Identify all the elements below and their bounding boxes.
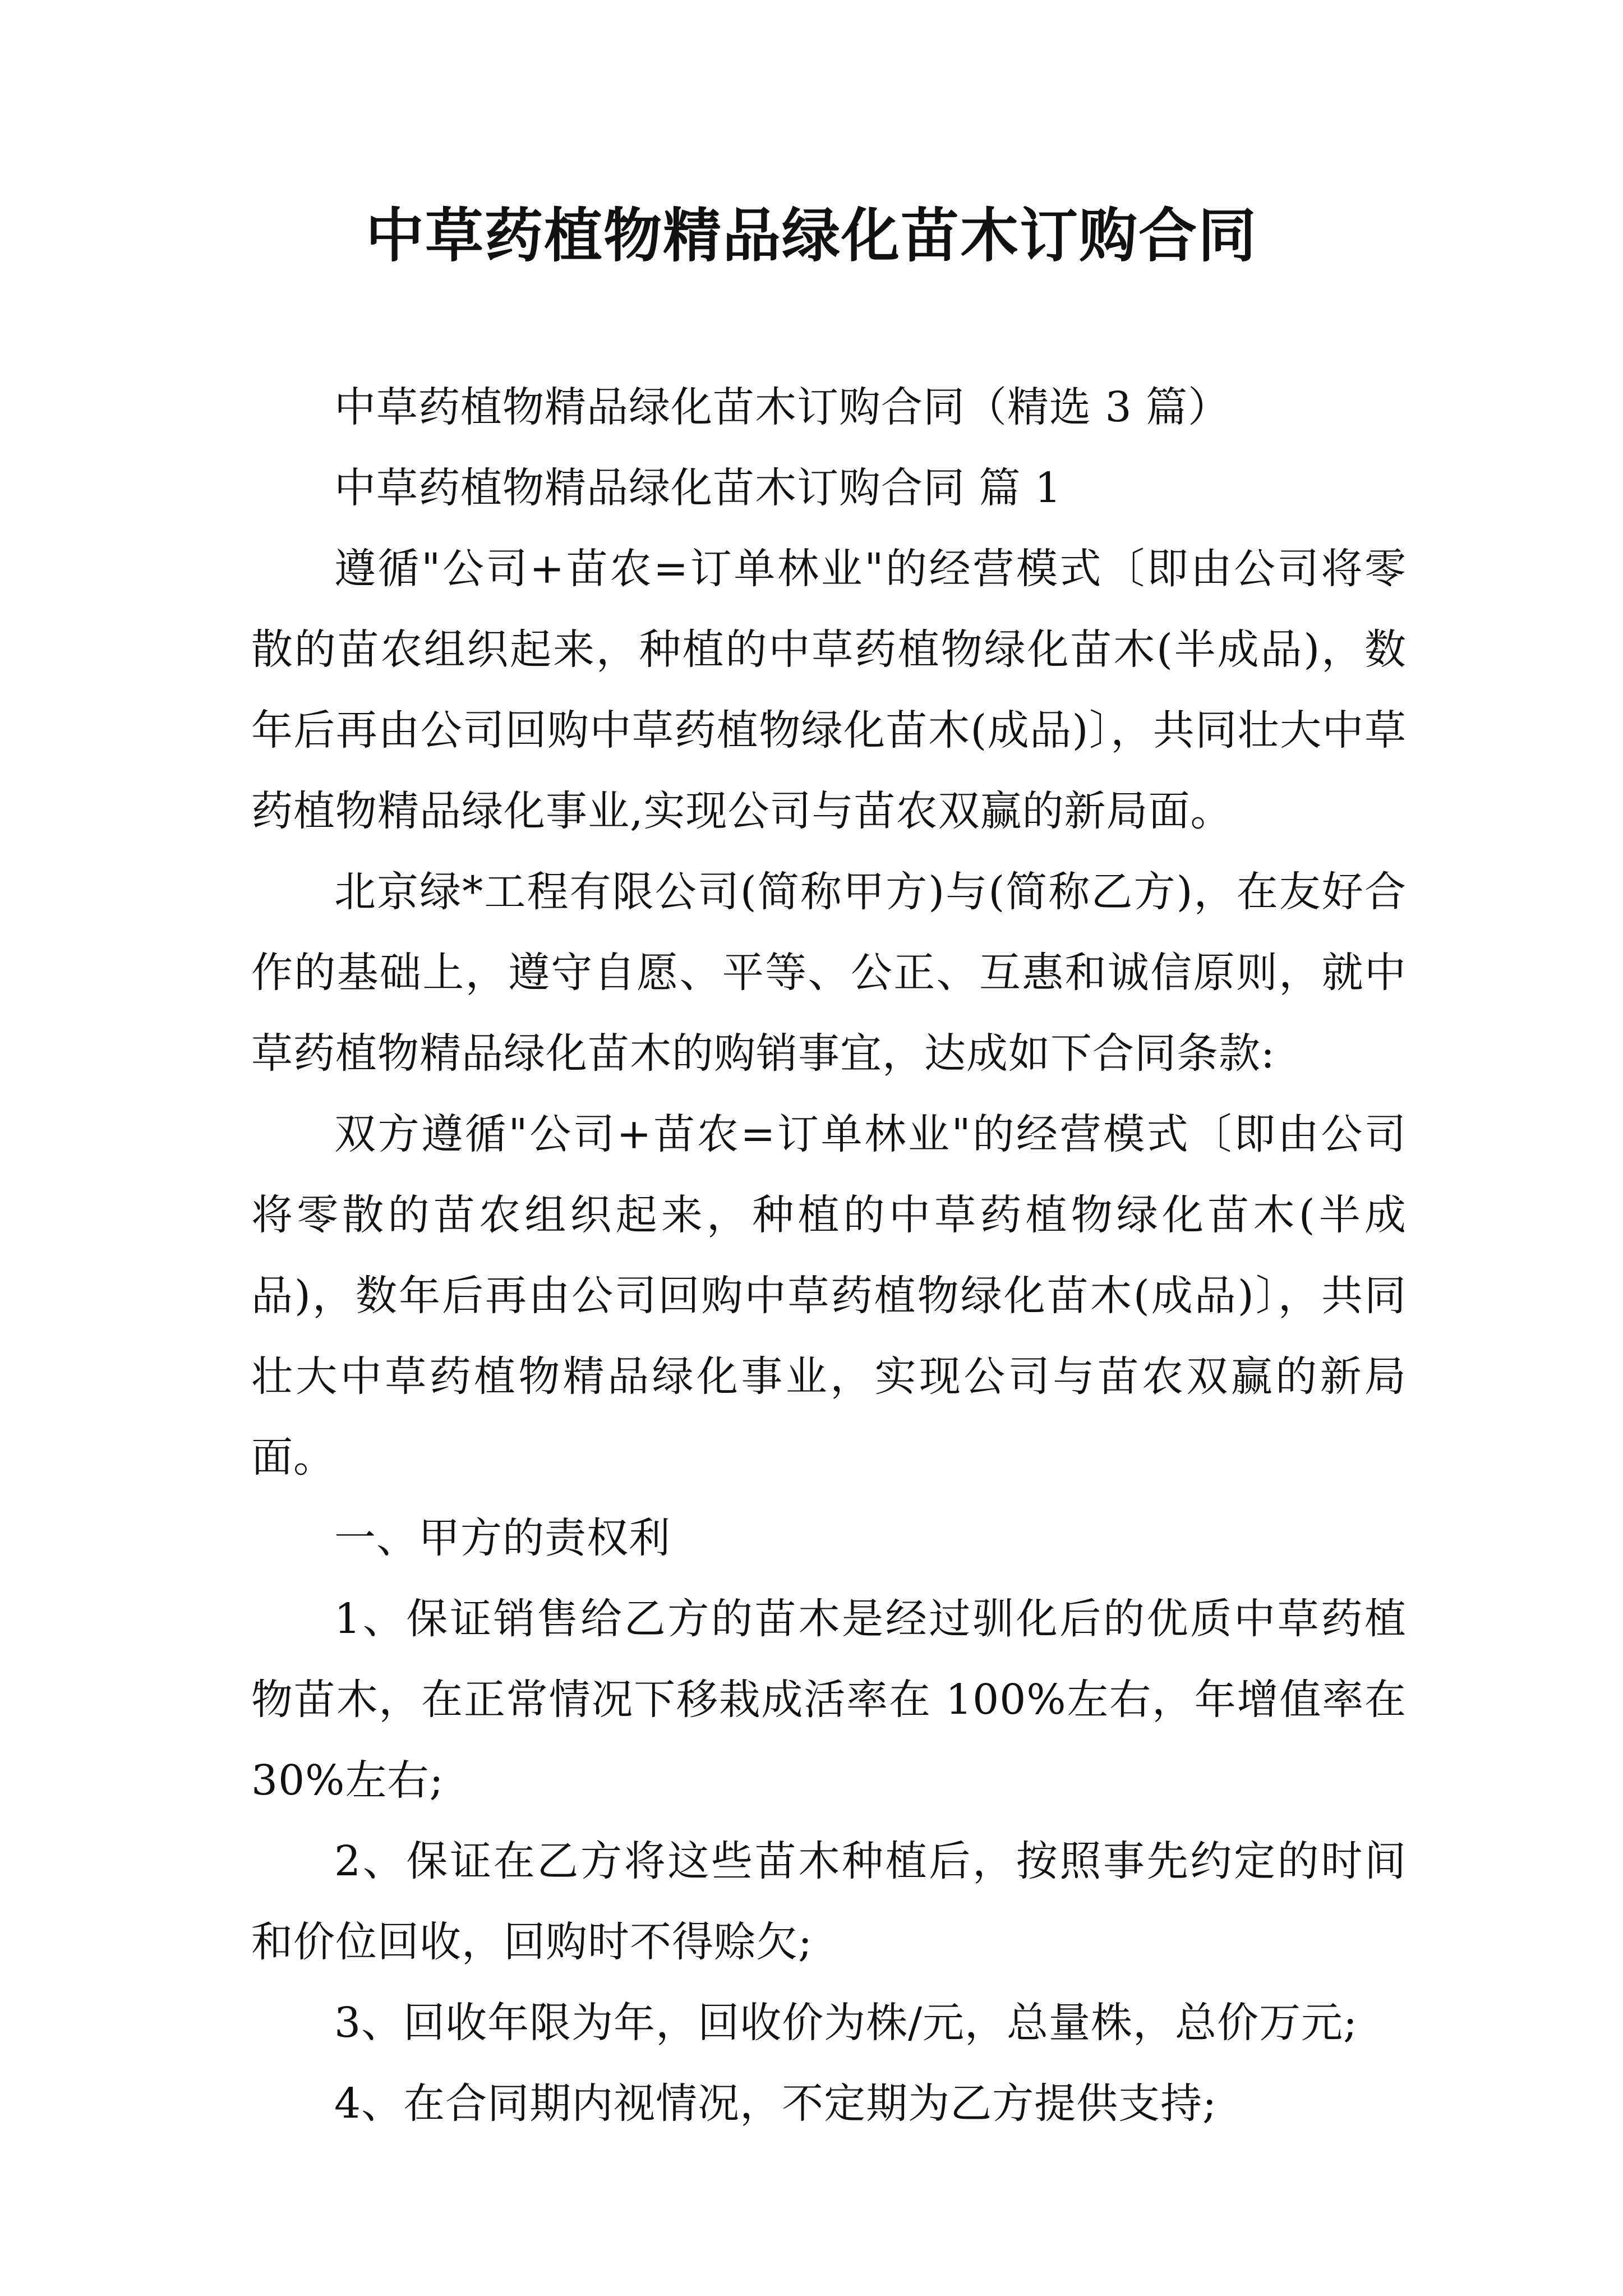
clause-paragraph: 3、回收年限为年，回收价为株/元，总量株，总价万元; [334,1999,1358,2047]
document-body [251,367,1407,2144]
body-paragraph: 遵循"公司+苗农=订单林业"的经营模式〔即由公司将零散的苗农组织起来，种植的中草药植物绿化苗木(半成品)，数年后再由公司回购中草药植物绿化苗木(成品)〕，共同壮大中草药植物精品绿化事业,实现公司与苗农双赢的新局面。 [251,545,1407,835]
clause-paragraph: 4、在合同期内视情况，不定期为乙方提供支持; [334,2079,1218,2128]
document-title: 中草药植物精品绿化苗木订购合同 [365,201,1257,270]
body-paragraph: 双方遵循"公司+苗农=订单林业"的经营模式〔即由公司将零散的苗农组织起来，种植的中草药植物绿化苗木(半成品)，数年后再由公司回购中草药植物绿化苗木(成品)〕，共同壮大中草药植物精品绿化事业，实现公司与苗农双赢的新局面。 [251,1110,1407,1481]
clause-paragraph: 1、保证销售给乙方的苗木是经过驯化后的优质中草药植物苗木，在正常情况下移栽成活率在 100%左右，年增值率在 30%左右; [251,1595,1407,1805]
subtitle-paragraph: 中草药植物精品绿化苗木订购合同（精选 3 篇） [334,383,1230,431]
clause-heading-paragraph: 一、甲方的责权利 [334,1514,671,1562]
body-paragraph: 北京绿*工程有限公司(简称甲方)与(简称乙方)，在友好合作的基础上，遵守自愿、平等、公正、互惠和诚信原则，就中草药植物精品绿化苗木的购销事宜，达成如下合同条款: [251,868,1407,1078]
section-heading-paragraph: 中草药植物精品绿化苗木订购合同 篇 1 [334,464,1062,512]
clause-paragraph: 2、保证在乙方将这些苗木种植后，按照事先约定的时间和价位回收，回购时不得赊欠; [251,1837,1407,1966]
